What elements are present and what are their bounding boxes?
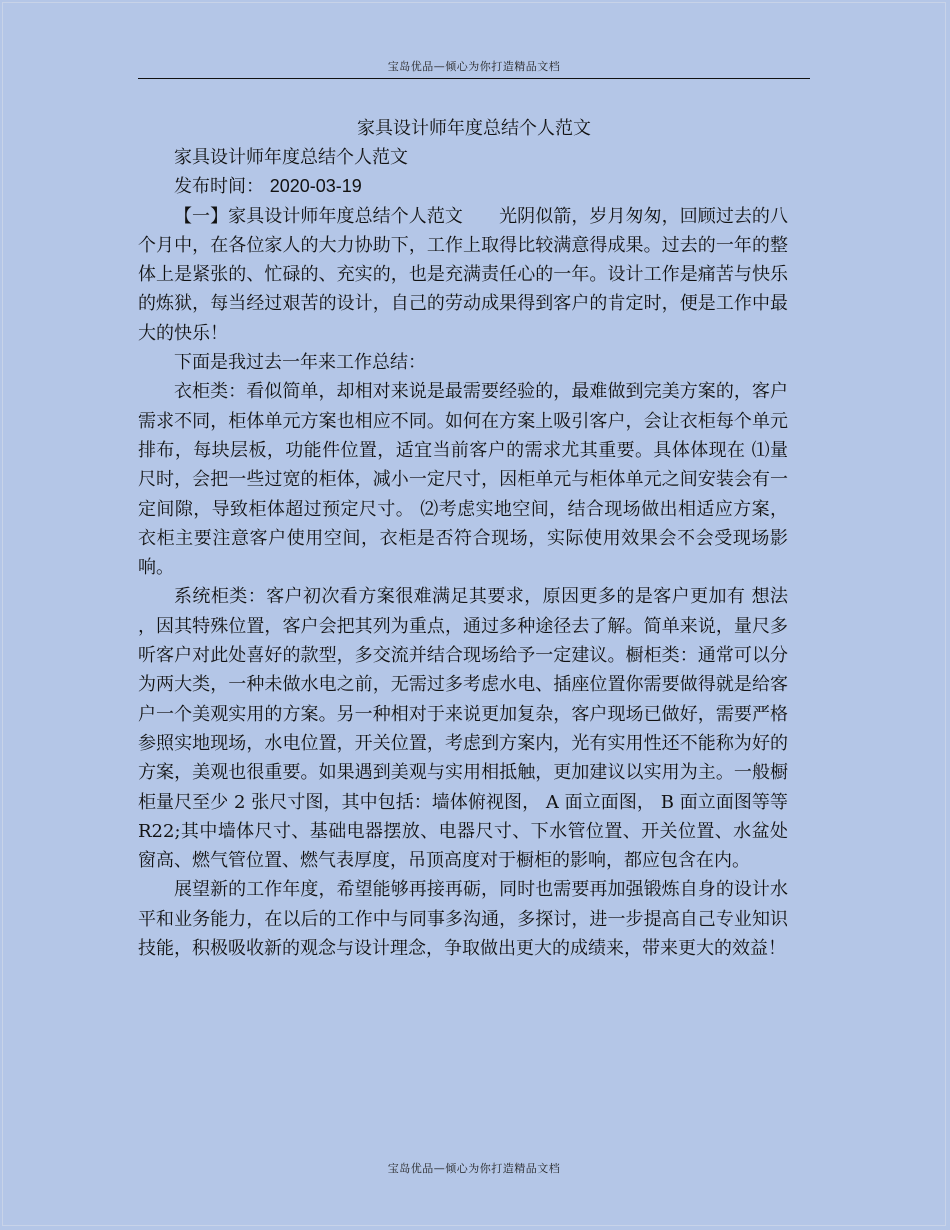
paragraph-intro: 【一】家具设计师年度总结个人范文 光阴似箭，岁月匆匆，回顾过去的八个月中，在各位家人的大力协助下，工作上取得比较满意得成果。过去的一年的整体上是紧张的、忙碌的、充实的，也是充满责任心的一年。设计工作是痛苦与快乐的炼狱，每当经过艰苦的设计，自己的劳动成果得到客户的肯定时，便是工作中最大的快乐！ [138, 205, 788, 344]
paragraph-system-cabinet: 系统柜类：客户初次看方案很难满足其要求，原因更多的是客户更加有 想法 ，因其特殊位置，客户会把其列为重点，通过多种途径去了解。简单来说，量尺多听客户对此处喜好的款型，多交流并结合现场给予一定建议。橱柜类：通常可以分为两大类，一种未做水电之前，无需过多考虑水电、插座位置你需要做得就是给客户一个美观实用的方案。另一种相对于来说更加复杂，客户现场已做好，需要严格参照实地现场，水电位置，开关位置，考虑到方案内，光有实用性还不能称为好的方案，美观也很重要。如果遇到美观与实用相抵触，更加建议以实用为主。一般橱柜量尺至少 2 张尺寸图，其中包括：墙体俯视图， A 面立面图， B 面立面图等等 R22;其中墙体尺寸、基础电器摆放、电器尺寸、下水管位置、开关位置、水盆处窗高、燃气管位置、燃气表厚度，吊顶高度对于橱柜的影响，都应包含在内。 [138, 586, 788, 872]
page-header: 宝岛优品—倾心为你打造精品文档 [387, 60, 561, 73]
document-subtitle: 家具设计师年度总结个人范文 [174, 147, 408, 168]
page-footer: 宝岛优品—倾心为你打造精品文档 [387, 1162, 561, 1175]
paragraph-outlook: 展望新的工作年度，希望能够再接再砺，同时也需要再加强锻炼自身的设计水平和业务能力，在以后的工作中与同事多沟通，多探讨，进一步提高自己专业知识技能，积极吸收新的观念与设计理念，争取做出更大的成绩来，带来更大的效益！ [138, 879, 788, 960]
paragraph-summary-heading: 下面是我过去一年来工作总结： [174, 352, 426, 374]
publish-line [138, 172, 788, 201]
publish-date: 2020-03-19 [269, 176, 362, 197]
paragraph-wardrobe: 衣柜类：看似简单，却相对来说是最需要经验的，最难做到完美方案的，客户需求不同，柜体单元方案也相应不同。如何在方案上吸引客户，会让衣柜每个单元排布，每块层板，功能件位置，适宜当前客户的需求尤其重要。具体体现在 ⑴量尺时，会把一些过宽的柜体，减小一定尺寸，因柜单元与柜体单元之间安装会有一定间隙，导致柜体超过预定尺寸。 ⑵考虑实地空间，结合现场做出相适应方案，衣柜主要注意客户使用空间，衣柜是否符合现场，实际使用效果会不会受现场影响。 [138, 381, 788, 579]
publish-label: 发布时间： [174, 176, 264, 198]
header-divider [138, 78, 810, 79]
document-title: 家具设计师年度总结个人范文 [357, 118, 591, 139]
document-body [138, 143, 788, 963]
